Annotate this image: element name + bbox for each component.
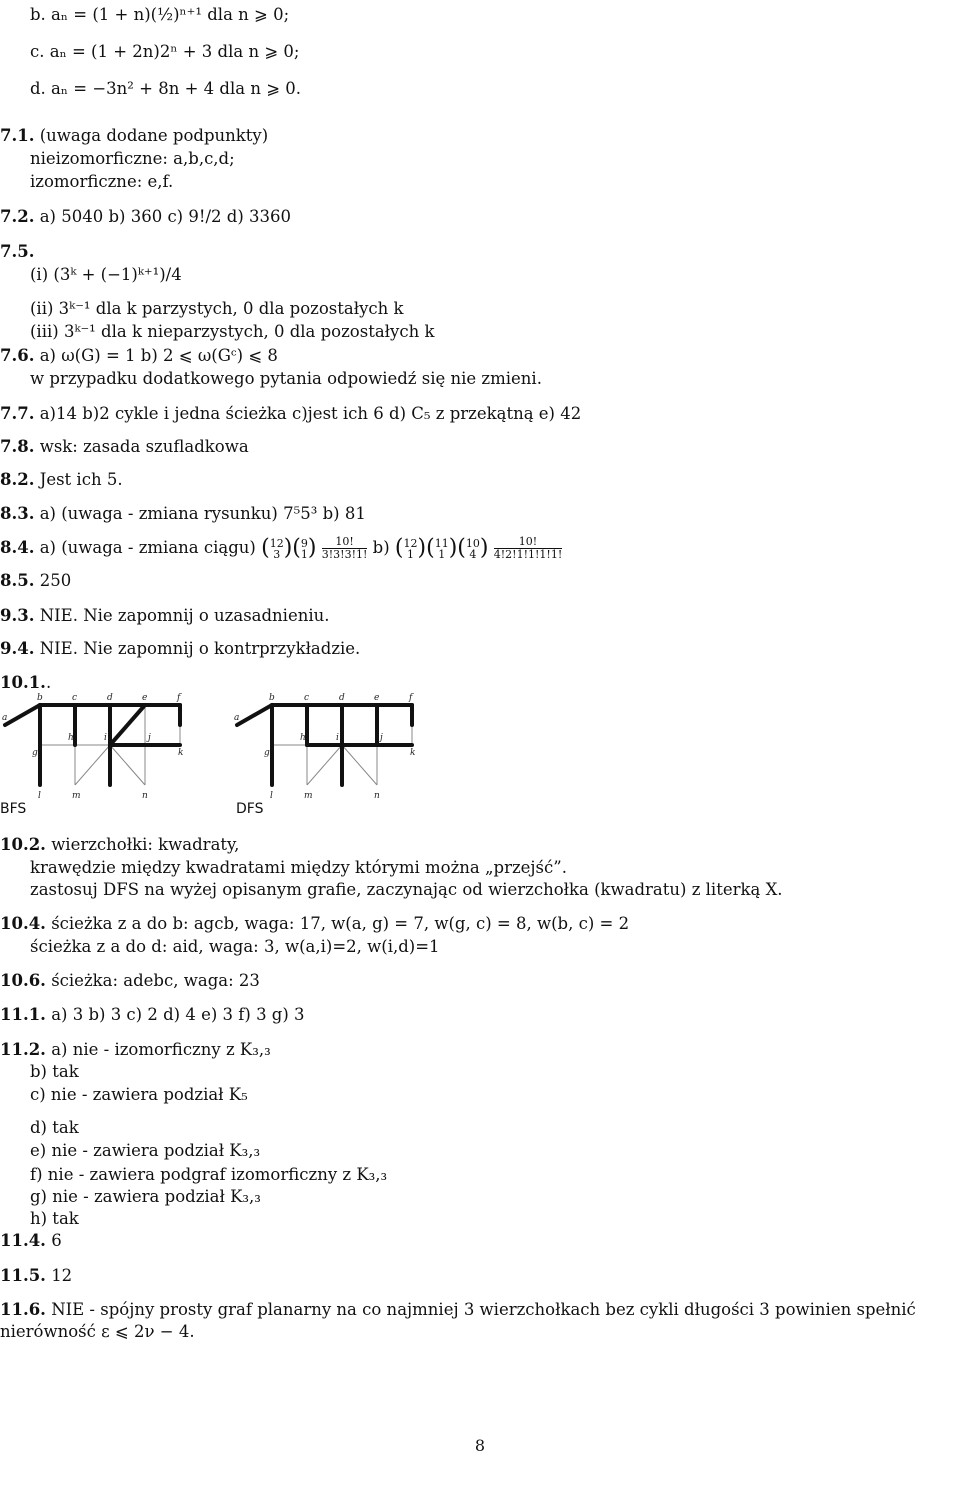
svg-text:g: g [264,748,270,758]
section-7-5-iii: (iii) 3ᵏ⁻¹ dla k nieparzystych, 0 dla pozostałych k [30,322,435,341]
section-8-3: 8.3. a) (uwaga - zmiana rysunku) 7⁵5³ b) 81 [0,504,366,523]
svg-text:d: d [339,693,345,703]
section-11-2: 11.2. a) nie - izomorficzny z K₃,₃ [0,1040,271,1059]
section-11-2-h: h) tak [30,1209,79,1228]
section-11-2-b: b) tak [30,1062,79,1081]
line-b: b. aₙ = (1 + n)(½)ⁿ⁺¹ dla n ⩾ 0; [30,5,290,24]
section-11-6: 11.6. NIE - spójny prosty graf planarny na co najmniej 3 wierzchołkach bez cykli długości 3 powinien spełnić [0,1300,916,1319]
section-7-1-line2: nieizomorficzne: a,b,c,d; [30,149,235,168]
svg-text:m: m [72,791,81,801]
section-9-4: 9.4. NIE. Nie zapomnij o kontrprzykładzie. [0,639,361,658]
svg-text:j: j [148,733,151,743]
svg-text:c: c [72,693,78,703]
section-11-2-d: d) tak [30,1118,79,1137]
section-11-1: 11.1. a) 3 b) 3 c) 2 d) 4 e) 3 f) 3 g) 3 [0,1005,305,1024]
svg-text:b: b [269,693,275,703]
svg-text:m: m [304,791,313,801]
section-10-4: 10.4. ścieżka z a do b: agcb, waga: 17, w(a, g) = 7, w(g, c) = 8, w(b, c) = 2 [0,914,630,933]
svg-text:k: k [410,748,416,758]
svg-text:b: b [37,693,43,703]
section-7-1-line3: izomorficzne: e,f. [30,172,174,191]
section-8-2: 8.2. Jest ich 5. [0,470,123,489]
section-7-8: 7.8. wsk: zasada szufladkowa [0,437,249,456]
section-7-1: 7.1. (uwaga dodane podpunkty) [0,126,269,145]
dfs-graph-figure [232,690,442,810]
svg-text:i: i [336,733,339,743]
dfs-label: DFS [236,801,264,817]
line-c: c. aₙ = (1 + 2n)2ⁿ + 3 dla n ⩾ 0; [30,42,300,61]
section-7-7: 7.7. a)14 b)2 cykle i jedna ścieżka c)jest ich 6 d) C₅ z przekątną e) 42 [0,404,582,423]
svg-text:f: f [177,693,181,703]
section-10-2: 10.2. wierzchołki: kwadraty, [0,835,240,854]
svg-text:e: e [374,693,380,703]
svg-text:d: d [107,693,113,703]
section-11-4: 11.4. 6 [0,1231,62,1250]
section-11-6-line2: nierówność ε ⩽ 2ν − 4. [0,1322,195,1341]
section-10-2-line3: zastosuj DFS na wyżej opisanym grafie, zaczynając od wierzchołka (kwadratu) z literką X. [30,880,783,899]
svg-text:l: l [38,791,41,801]
section-11-2-c: c) nie - zawiera podział K₅ [30,1085,248,1104]
section-10-4-line2: ścieżka z a do d: aid, waga: 3, w(a,i)=2, w(i,d)=1 [30,937,440,956]
section-11-5: 11.5. 12 [0,1266,73,1285]
section-8-5: 8.5. 250 [0,571,72,590]
section-7-6: 7.6. a) ω(G) = 1 b) 2 ⩽ ω(Gᶜ) ⩽ 8 [0,346,278,365]
svg-text:c: c [304,693,310,703]
section-8-4: 8.4. a) (uwaga - zmiana ciągu) ( 12 3 )( 9 1 ) $\frac{10!}{3!3!3!1!}$ b) ( 12 1 )( 11 1 )( 10 4 ) $\frac{10!}{4!2!1!1!1!1!}$ [0,535,563,561]
section-7-2: 7.2. a) 5040 b) 360 c) 9!/2 d) 3360 [0,207,292,226]
section-11-2-g: g) nie - zawiera podział K₃,₃ [30,1187,261,1206]
section-11-2-e: e) nie - zawiera podział K₃,₃ [30,1141,261,1160]
section-7-5-ii: (ii) 3ᵏ⁻¹ dla k parzystych, 0 dla pozostałych k [30,299,404,318]
section-10-6: 10.6. ścieżka: adebc, waga: 23 [0,971,260,990]
section-10-2-line2: krawędzie między kwadratami między którymi można „przejść”. [30,858,567,877]
section-7-6-line2: w przypadku dodatkowego pytania odpowiedź się nie zmieni. [30,369,542,388]
svg-text:a: a [234,713,240,723]
section-7-5-i: (i) (3ᵏ + (−1)ᵏ⁺¹)/4 [30,265,182,284]
svg-text:f: f [409,693,413,703]
svg-text:g: g [32,748,38,758]
page-number: 8 [474,1436,486,1455]
svg-text:j: j [380,733,383,743]
svg-text:e: e [142,693,148,703]
bfs-node-label: a [2,713,8,723]
svg-text:l: l [270,791,273,801]
section-7-5-head: 7.5. [0,242,35,261]
section-11-2-f: f) nie - zawiera podgraf izomorficzny z K₃,₃ [30,1165,388,1184]
svg-text:n: n [142,791,148,801]
line-d: d. aₙ = −3n² + 8n + 4 dla n ⩾ 0. [30,79,302,98]
section-10-1: 10.1.. [0,673,52,692]
section-9-3: 9.3. NIE. Nie zapomnij o uzasadnieniu. [0,606,330,625]
bfs-graph-figure [0,690,210,810]
svg-text:h: h [68,733,74,743]
svg-text:k: k [178,748,184,758]
svg-text:i: i [104,733,107,743]
bfs-label: BFS [0,801,27,817]
svg-text:n: n [374,791,380,801]
svg-text:h: h [300,733,306,743]
